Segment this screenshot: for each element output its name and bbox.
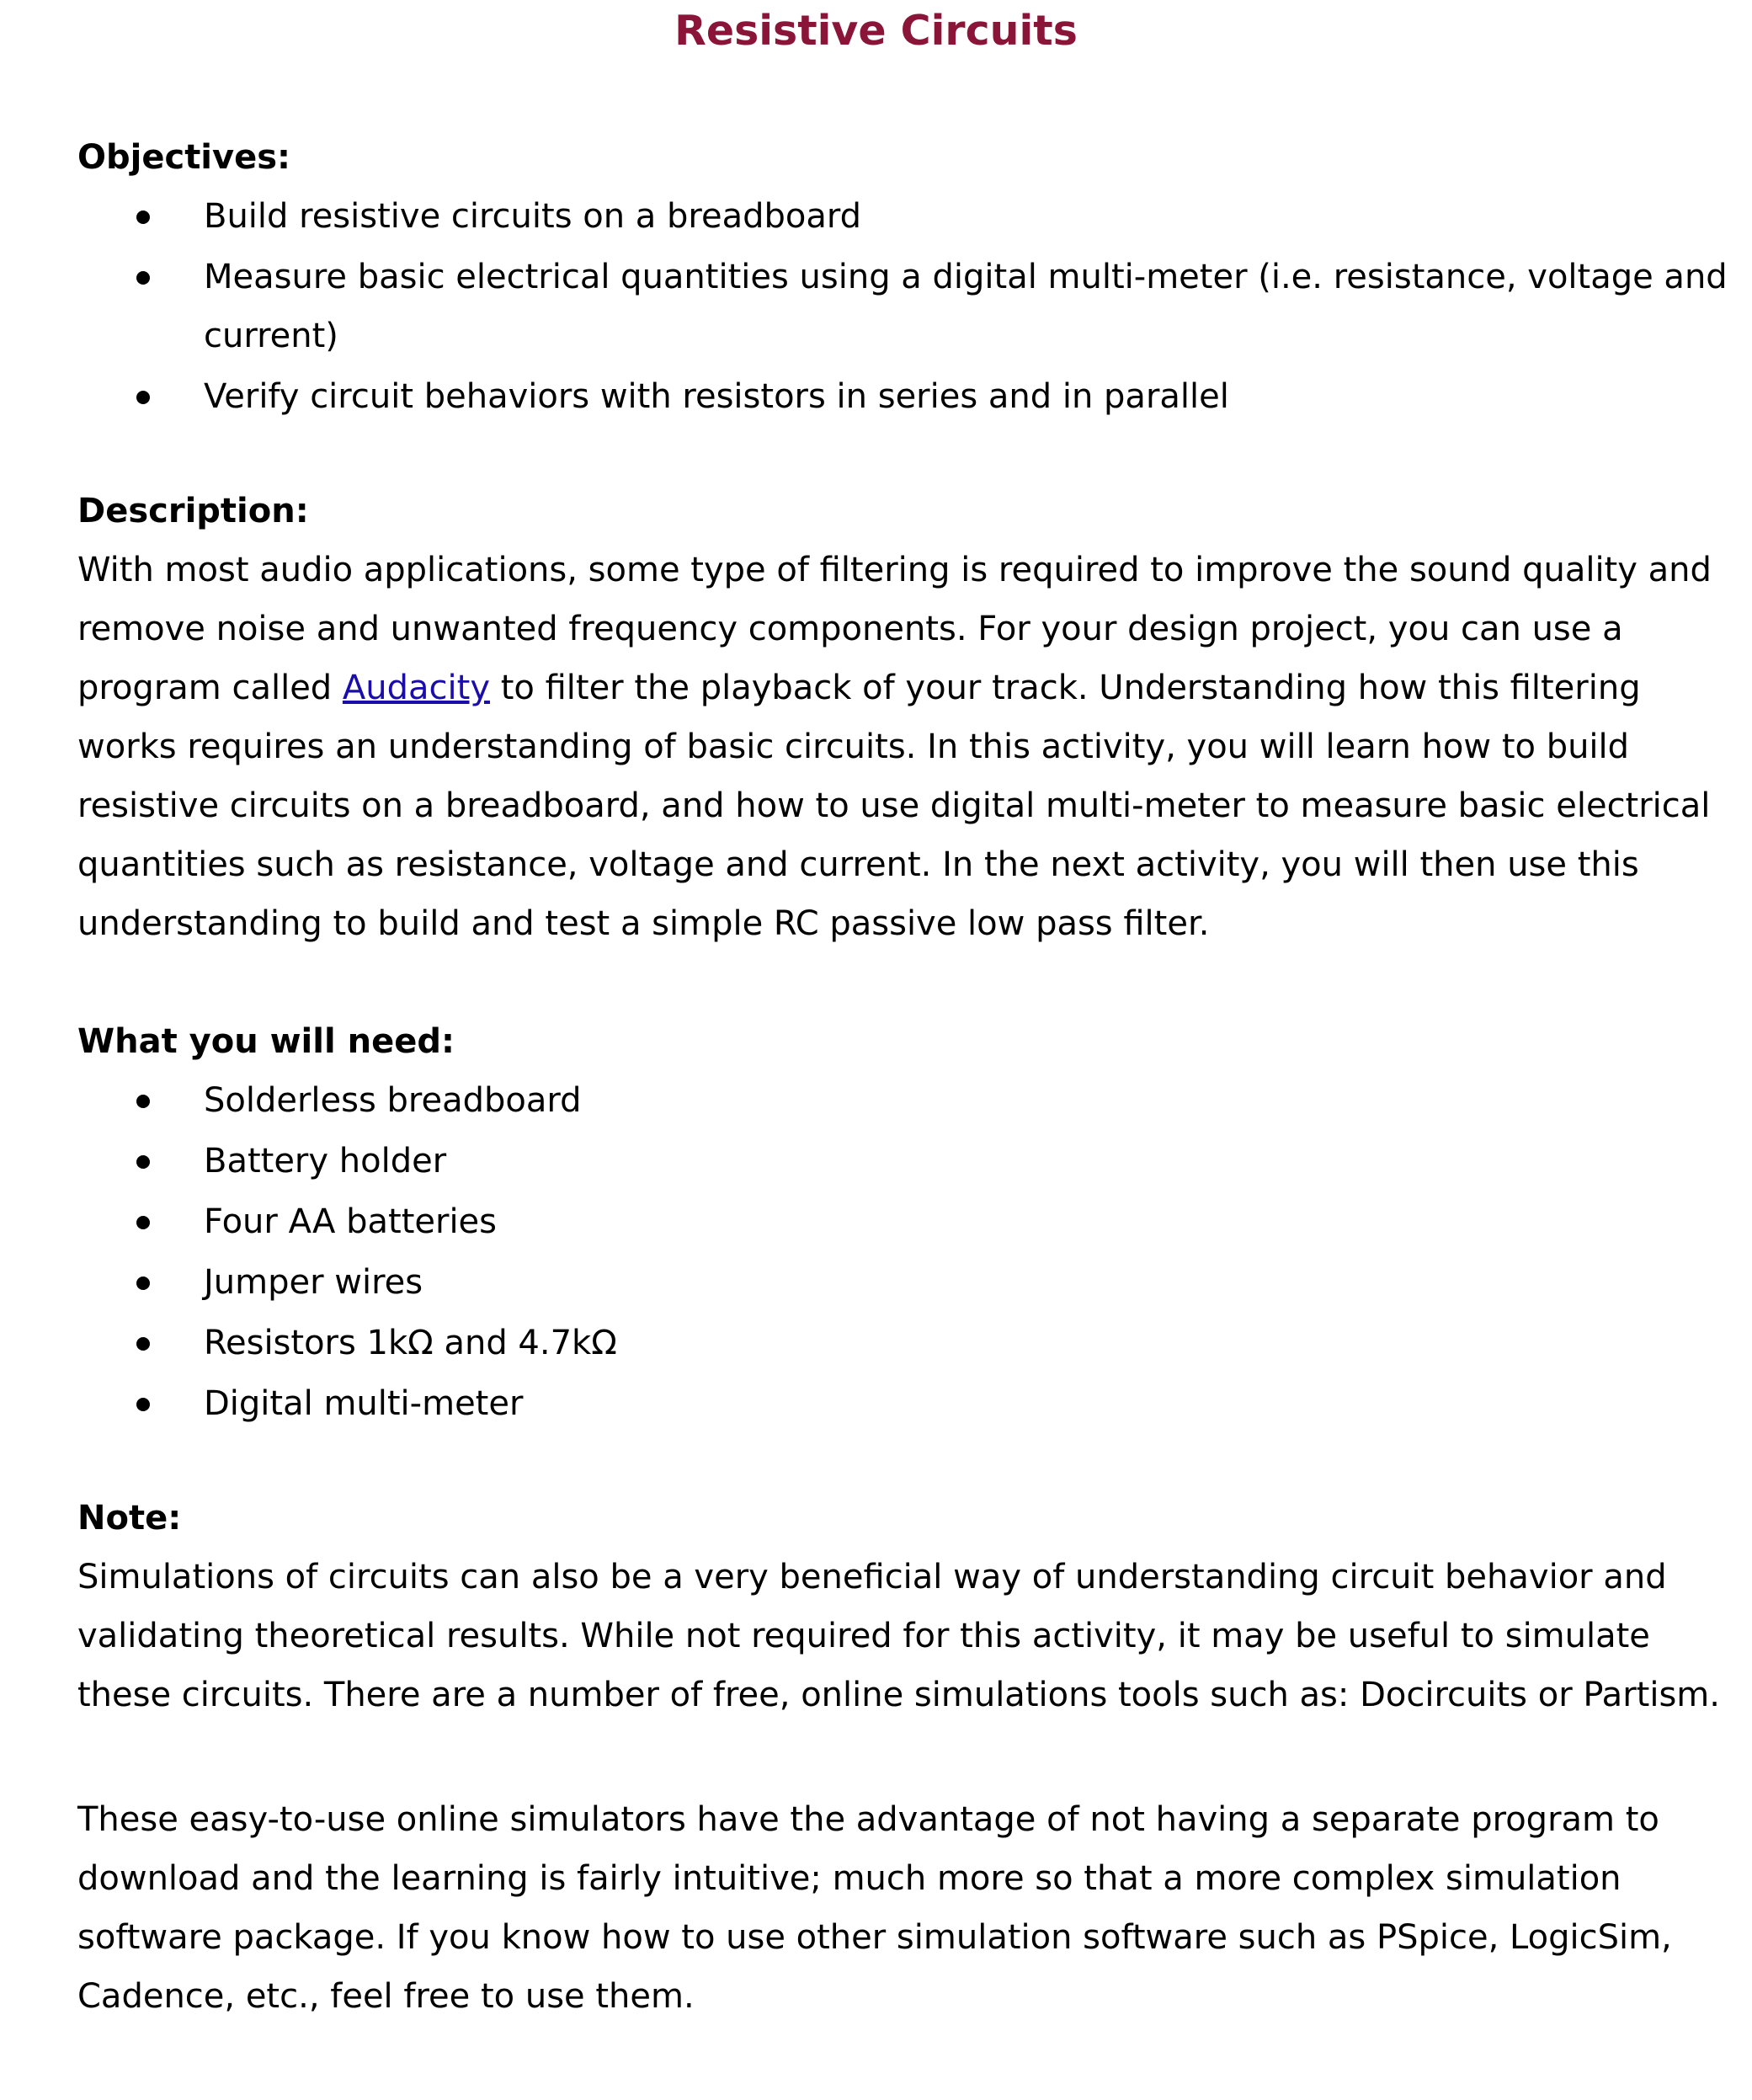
description-section xyxy=(77,482,1744,953)
note-heading: Note: xyxy=(77,1499,182,1538)
objectives-section xyxy=(77,128,1744,426)
materials-list xyxy=(77,1071,1744,1433)
description-heading: Description: xyxy=(77,492,309,530)
description-paragraph xyxy=(77,541,1744,953)
description-text-before-link: With most audio applications, some type of filtering is required to improve the sound quality and remove noise and unwanted frequency components. For your design project, you can use a program called xyxy=(77,551,1712,707)
material-item: Battery holder xyxy=(204,1132,1744,1191)
materials-section xyxy=(77,1012,1744,1433)
material-item: Four AA batteries xyxy=(204,1192,1744,1251)
document-body xyxy=(77,128,1744,2026)
objective-item: Verify circuit behaviors with resistors in series and in parallel xyxy=(204,367,1744,426)
objective-item: Measure basic electrical quantities using a digital multi-meter (i.e. resistance, voltage and current) xyxy=(204,248,1744,365)
objective-item: Build resistive circuits on a breadboard xyxy=(204,187,1744,246)
audacity-link[interactable]: Audacity xyxy=(342,669,490,707)
material-item: Jumper wires xyxy=(204,1253,1744,1312)
objectives-heading: Objectives: xyxy=(77,138,291,177)
material-item: Digital multi-meter xyxy=(204,1374,1744,1433)
material-item: Resistors 1kΩ and 4.7kΩ xyxy=(204,1314,1744,1372)
material-item: Solderless breadboard xyxy=(204,1071,1744,1130)
note-paragraph-1: Simulations of circuits can also be a very beneficial way of understanding circuit behavior and validating theoretical results. While not required for this activity, it may be useful to simulate these circuits. There are a number of free, online simulations tools such as: Docircuits or Partism. xyxy=(77,1558,1720,1714)
note-section xyxy=(77,1489,1744,2026)
objectives-list xyxy=(77,187,1744,426)
description-text-after-link: to filter the playback of your track. Understanding how this filtering works requires an understanding of basic circuits. In this activity, you will learn how to build resistive circuits on a breadboard, and how to use digital multi-meter to measure basic electrical quantities such as resistance, voltage and current. In the next activity, you will then use this understanding to build and test a simple RC passive low pass filter. xyxy=(77,669,1711,943)
materials-heading: What you will need: xyxy=(77,1022,455,1061)
page-title: Resistive Circuits xyxy=(674,7,1078,55)
note-paragraph-2: These easy-to-use online simulators have the advantage of not having a separate program to download and the learning is fairly intuitive; much more so that a more complex simulation software package. If you know how to use other simulation software such as PSpice, LogicSim, Cadence, etc., feel free to use them. xyxy=(77,1800,1672,2016)
